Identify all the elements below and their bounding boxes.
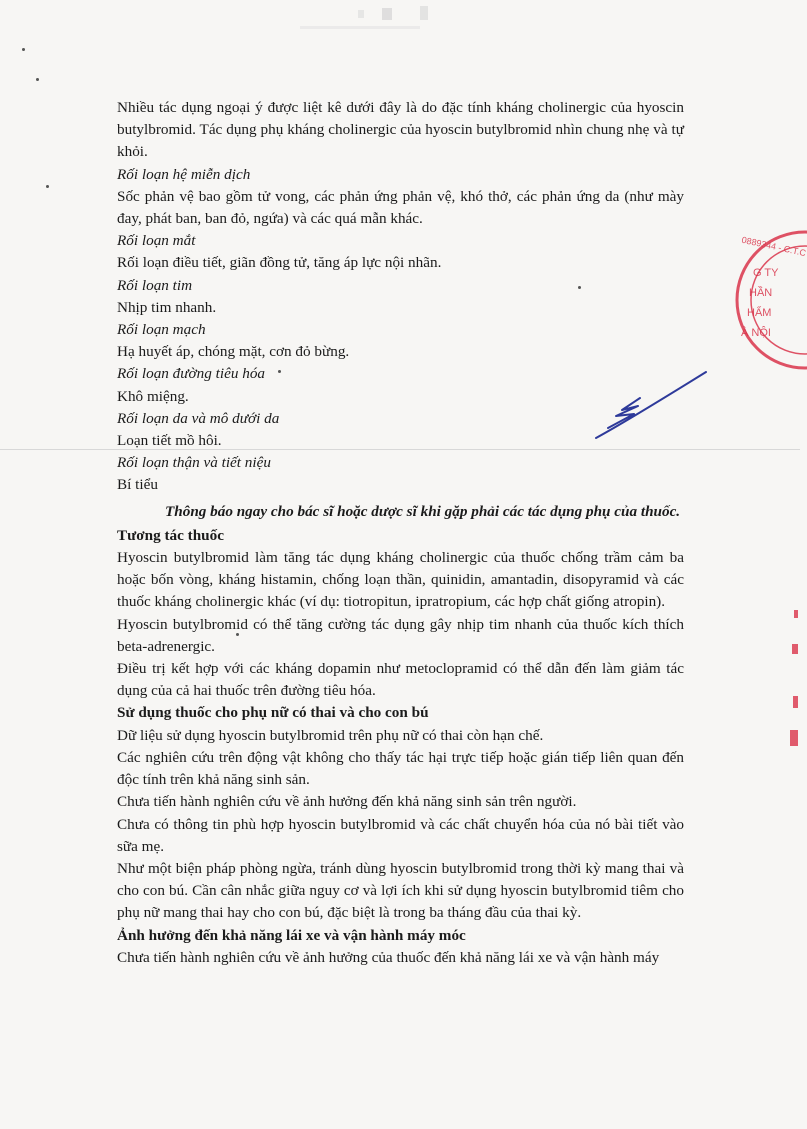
signature [588, 368, 712, 444]
section-text: Bí tiểu [117, 476, 158, 494]
driving-paragraph: Chưa tiến hành nghiên cứu về ảnh hưởng của thuốc đến khả năng lái xe và vận hành máy [117, 948, 660, 966]
stamp-line: G TY [753, 267, 779, 279]
pregnancy-paragraph: Chưa tiến hành nghiên cứu về ảnh hưởng đến khả năng sinh sản trên người. [117, 793, 577, 811]
interactions-title: Tương tác thuốc [117, 526, 224, 544]
section-text: Khô miệng. [117, 387, 189, 405]
intro-paragraph: Nhiều tác dụng ngoại ý được liệt kê dưới đây là do đặc tính kháng cholinergic của hyoscin butylbromid. Tác dụng phụ kháng cholinergic của hyoscin butylbromid nhìn chung nhẹ và tự khỏi. [117, 99, 684, 161]
pregnancy-paragraph: Dữ liệu sử dụng hyoscin butylbromid trên phụ nữ có thai còn hạn chế. [117, 726, 544, 744]
stamp-line: À NỘI [741, 327, 771, 339]
stamp-edge-fragment [780, 600, 800, 760]
scan-speck [36, 78, 39, 81]
section-text: Rối loạn điều tiết, giãn đồng tử, tăng áp lực nội nhãn. [117, 254, 442, 272]
section-text: Nhịp tim nhanh. [117, 298, 217, 316]
section-heading: Rối loạn hệ miễn dịch [117, 165, 251, 183]
stamp-ring-text: 0889344 - C.T.C [740, 234, 807, 259]
interactions-paragraph: Điều trị kết hợp với các kháng dopamin như metoclopramid có thể dẫn đến làm giảm tác dụng của cả hai thuốc trên đường tiêu hóa. [117, 660, 684, 700]
section-heading: Rối loạn da và mô dưới da [117, 409, 280, 427]
section-heading: Rối loạn tim [117, 276, 193, 294]
interactions-paragraph: Hyoscin butylbromid làm tăng tác dụng kháng cholinergic của thuốc chống trầm cảm ba hoặc bốn vòng, kháng histamin, chống loạn thần, quinidin, amantadin, disopyramid và các thuốc kháng cholinergic khác (ví dụ: tiotropitun, ipratropium, các hợp chất giống atropin). [117, 549, 684, 611]
section-text: Sốc phản vệ bao gồm tử vong, các phản ứng phản vệ, khó thở, các phản ứng da (như mày đay, phát ban, ban đỏ, ngứa) và các quá mẫn khác. [117, 187, 684, 228]
section-heading: Rối loạn đường tiêu hóa [117, 365, 266, 383]
section-heading: Rối loạn mắt [117, 232, 196, 250]
document-body [117, 97, 684, 969]
faded-header-marks [120, 0, 680, 60]
section-text: Loạn tiết mồ hôi. [117, 432, 222, 450]
interactions-paragraph: Hyoscin butylbromid có thể tăng cường tác dụng gây nhịp tim nhanh của thuốc kích thích beta-adrenergic. [117, 615, 684, 655]
driving-title: Ảnh hưởng đến khả năng lái xe và vận hành máy móc [117, 926, 466, 944]
company-stamp [727, 228, 807, 378]
scan-speck [22, 48, 25, 51]
section-heading: Rối loạn mạch [117, 321, 206, 339]
section-heading: Rối loạn thận và tiết niệu [117, 454, 271, 472]
stamp-line: HẨM [747, 307, 772, 319]
stamp-line: HẦN [749, 287, 773, 299]
scan-speck [46, 185, 49, 188]
pregnancy-title: Sử dụng thuốc cho phụ nữ có thai và cho con bú [117, 704, 429, 722]
pregnancy-paragraph: Như một biện pháp phòng ngừa, tránh dùng hyoscin butylbromid trong thời kỳ mang thai và cho con bú. Cần cân nhắc giữa nguy cơ và lợi ích khi sử dụng hyoscin butylbromid tiêm cho phụ nữ mang thai hay cho con bú, đặc biệt là trong ba tháng đầu của thai kỳ. [117, 859, 684, 922]
warning-note: Thông báo ngay cho bác sĩ hoặc dược sĩ khi gặp phải các tác dụng phụ của thuốc. [165, 502, 681, 520]
pregnancy-paragraph: Chưa có thông tin phù hợp hyoscin butylbromid và các chất chuyển hóa của nó bài tiết vào sữa mẹ. [117, 815, 684, 855]
pregnancy-paragraph: Các nghiên cứu trên động vật không cho thấy tác hại trực tiếp hoặc gián tiếp liên quan đến độc tính trên khả năng sinh sản. [117, 748, 684, 789]
section-text: Hạ huyết áp, chóng mặt, cơn đỏ bừng. [117, 343, 350, 361]
